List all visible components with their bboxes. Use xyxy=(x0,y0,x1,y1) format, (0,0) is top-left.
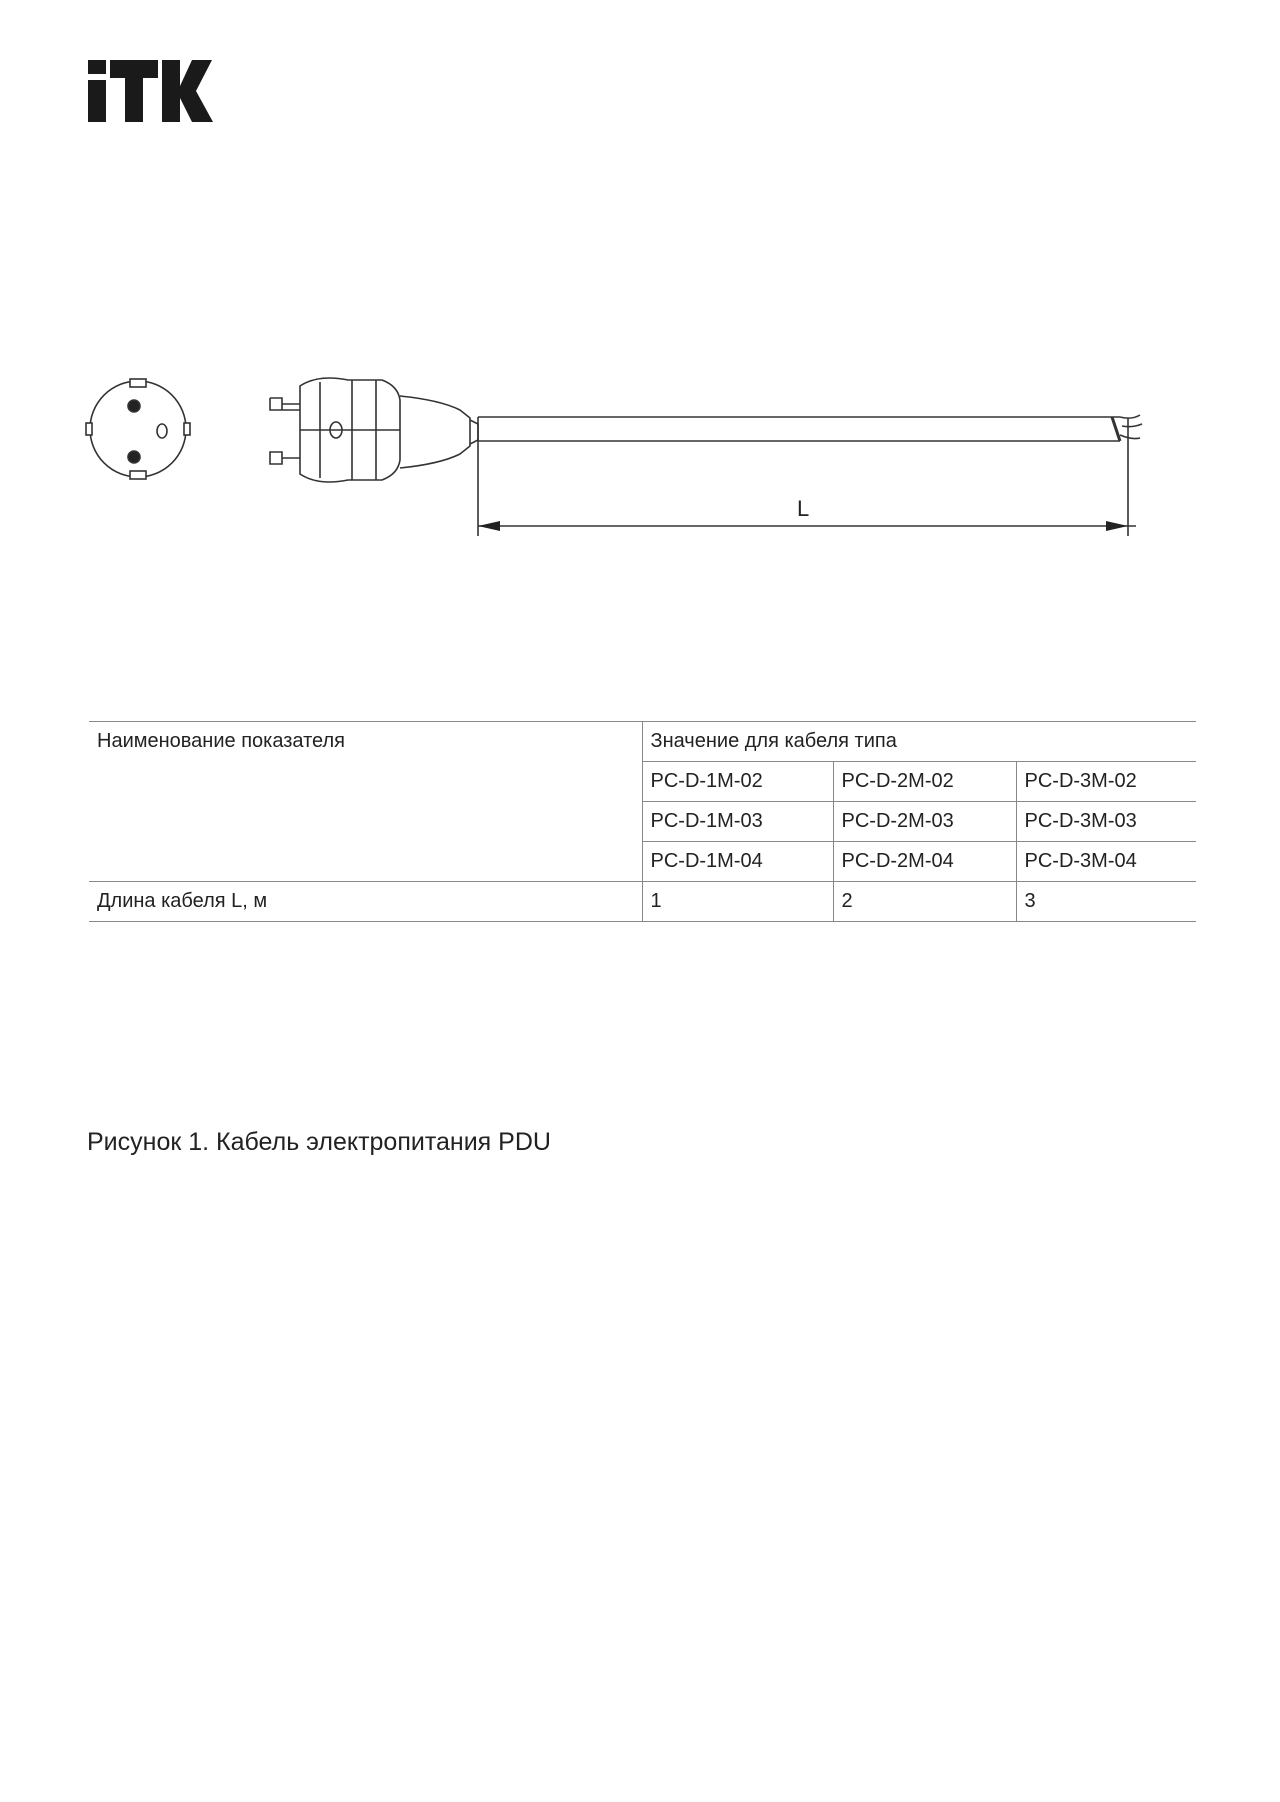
type-cell: PC-D-1M-04 xyxy=(642,842,833,882)
type-cell: PC-D-2M-03 xyxy=(833,802,1016,842)
type-cell: PC-D-1M-02 xyxy=(642,762,833,802)
plug-front-view xyxy=(86,379,190,479)
length-label-cell: Длина кабеля L, м xyxy=(89,882,642,922)
plug-side-view xyxy=(270,378,478,482)
type-cell: PC-D-2M-02 xyxy=(833,762,1016,802)
table-header-row xyxy=(89,722,1196,762)
type-cell: PC-D-3M-04 xyxy=(1016,842,1196,882)
table-row-length xyxy=(89,882,1196,922)
length-value-cell: 2 xyxy=(833,882,1016,922)
length-value-cell: 1 xyxy=(642,882,833,922)
type-cell: PC-D-3M-03 xyxy=(1016,802,1196,842)
cable-line xyxy=(478,415,1142,441)
figure-caption: Рисунок 1. Кабель электропитания PDU xyxy=(87,1128,551,1156)
header-name-cell: Наименование показателя xyxy=(89,722,642,882)
length-value-cell: 3 xyxy=(1016,882,1196,922)
itk-logo xyxy=(88,60,214,122)
type-cell: PC-D-3M-02 xyxy=(1016,762,1196,802)
type-cell: PC-D-2M-04 xyxy=(833,842,1016,882)
spec-table xyxy=(89,721,1196,922)
header-value-cell: Значение для кабеля типа xyxy=(642,722,1196,762)
dimension-label-l: L xyxy=(797,496,810,521)
cable-drawing xyxy=(0,360,1280,560)
type-cell: PC-D-1M-03 xyxy=(642,802,833,842)
